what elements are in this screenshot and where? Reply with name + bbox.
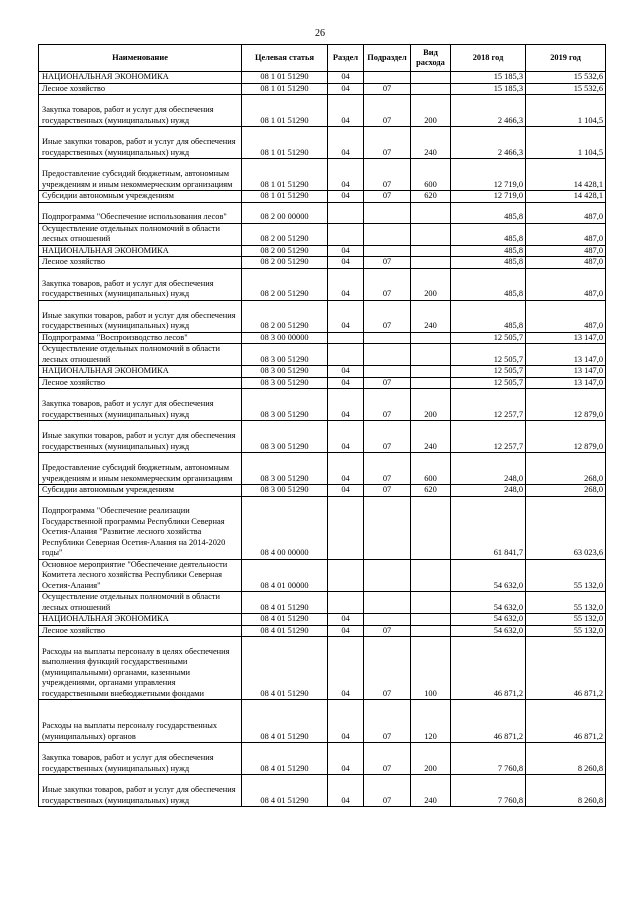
row-article: 08 2 00 51290 (242, 268, 328, 300)
row-2019: 13 147,0 (526, 366, 606, 378)
row-2018: 12 505,7 (451, 377, 526, 389)
row-article: 08 2 00 00000 (242, 202, 328, 223)
row-article: 08 2 00 51290 (242, 245, 328, 257)
row-section (328, 559, 364, 592)
row-name: Предоставление субсидий бюджетным, автономным учреждениям и иным некоммерческим организациям (39, 453, 242, 485)
row-name: Иные закупки товаров, работ и услуг для обеспечения государственных (муниципальных) нужд (39, 300, 242, 332)
row-2018: 485,8 (451, 268, 526, 300)
row-2018: 485,8 (451, 202, 526, 223)
row-section (328, 202, 364, 223)
row-section: 04 (328, 268, 364, 300)
page-number: 26 (315, 28, 325, 39)
row-section (328, 223, 364, 245)
row-2019: 63 023,6 (526, 496, 606, 559)
table-row (39, 377, 606, 389)
row-2018: 248,0 (451, 453, 526, 485)
row-section: 04 (328, 775, 364, 807)
row-2018: 12 719,0 (451, 159, 526, 191)
row-name: Предоставление субсидий бюджетным, автономным учреждениям и иным некоммерческим организациям (39, 159, 242, 191)
header-section: Раздел (328, 45, 364, 72)
row-subsection (364, 559, 411, 592)
row-section: 04 (328, 453, 364, 485)
table-row (39, 421, 606, 453)
table-row (39, 775, 606, 807)
row-section: 04 (328, 83, 364, 95)
row-article: 08 1 01 51290 (242, 83, 328, 95)
row-2019: 12 879,0 (526, 421, 606, 453)
row-article: 08 4 01 51290 (242, 700, 328, 743)
row-section (328, 344, 364, 366)
row-subsection (364, 72, 411, 84)
row-2018: 15 185,3 (451, 83, 526, 95)
row-article: 08 1 01 51290 (242, 127, 328, 159)
row-2018: 54 632,0 (451, 614, 526, 626)
row-2018: 485,8 (451, 257, 526, 269)
row-name: НАЦИОНАЛЬНАЯ ЭКОНОМИКА (39, 614, 242, 626)
row-section (328, 496, 364, 559)
header-name: Наименование (39, 45, 242, 72)
row-2019: 46 871,2 (526, 700, 606, 743)
row-section (328, 332, 364, 344)
row-2019: 15 532,6 (526, 72, 606, 84)
row-2019: 268,0 (526, 485, 606, 497)
row-article: 08 4 01 51290 (242, 637, 328, 700)
row-subsection: 07 (364, 637, 411, 700)
row-subsection (364, 245, 411, 257)
row-expense-type (411, 245, 451, 257)
header-row (39, 45, 606, 72)
row-subsection: 07 (364, 700, 411, 743)
row-section: 04 (328, 700, 364, 743)
row-article: 08 4 01 51290 (242, 592, 328, 614)
row-name: Расходы на выплаты персоналу в целях обеспечения выполнения функций государственными (муниципальными) органами, казенными учреждениями, органами управления государственными внебюджетными фондами (39, 637, 242, 700)
row-2018: 485,8 (451, 245, 526, 257)
table-row (39, 366, 606, 378)
row-section: 04 (328, 421, 364, 453)
row-expense-type: 240 (411, 775, 451, 807)
row-subsection (364, 202, 411, 223)
row-subsection: 07 (364, 159, 411, 191)
row-name: Закупка товаров, работ и услуг для обеспечения государственных (муниципальных) нужд (39, 268, 242, 300)
row-subsection: 07 (364, 485, 411, 497)
table-row (39, 700, 606, 743)
table-row (39, 245, 606, 257)
row-expense-type: 120 (411, 700, 451, 743)
table-row (39, 191, 606, 203)
row-subsection (364, 223, 411, 245)
row-expense-type: 200 (411, 268, 451, 300)
row-section: 04 (328, 191, 364, 203)
row-name: Иные закупки товаров, работ и услуг для обеспечения государственных (муниципальных) нужд (39, 127, 242, 159)
row-expense-type (411, 72, 451, 84)
table-row (39, 559, 606, 592)
row-subsection: 07 (364, 127, 411, 159)
row-section: 04 (328, 300, 364, 332)
row-subsection (364, 366, 411, 378)
row-2018: 54 632,0 (451, 592, 526, 614)
row-2019: 13 147,0 (526, 344, 606, 366)
row-2019: 1 104,5 (526, 127, 606, 159)
row-section: 04 (328, 389, 364, 421)
row-name: Лесное хозяйство (39, 377, 242, 389)
row-article: 08 1 01 51290 (242, 72, 328, 84)
row-article: 08 3 00 51290 (242, 377, 328, 389)
row-article: 08 3 00 51290 (242, 453, 328, 485)
row-2018: 12 505,7 (451, 366, 526, 378)
row-expense-type (411, 592, 451, 614)
row-2019: 1 104,5 (526, 95, 606, 127)
row-article: 08 4 01 51290 (242, 775, 328, 807)
row-section: 04 (328, 637, 364, 700)
row-2018: 15 185,3 (451, 72, 526, 84)
row-name: Основное мероприятие "Обеспечение деятельности Комитета лесного хозяйства Республики Северная Осетия-Алания" (39, 559, 242, 592)
row-article: 08 4 00 00000 (242, 496, 328, 559)
row-article: 08 1 01 51290 (242, 191, 328, 203)
header-subsection: Подраздел (364, 45, 411, 72)
table-row (39, 268, 606, 300)
row-subsection: 07 (364, 775, 411, 807)
row-section: 04 (328, 257, 364, 269)
row-name: Закупка товаров, работ и услуг для обеспечения государственных (муниципальных) нужд (39, 743, 242, 775)
row-expense-type (411, 202, 451, 223)
table-row (39, 202, 606, 223)
table-row (39, 743, 606, 775)
table-row (39, 614, 606, 626)
row-subsection: 07 (364, 83, 411, 95)
row-2019: 55 132,0 (526, 614, 606, 626)
row-expense-type: 240 (411, 300, 451, 332)
row-2019: 487,0 (526, 268, 606, 300)
row-subsection: 07 (364, 95, 411, 127)
row-2018: 61 841,7 (451, 496, 526, 559)
row-name: Расходы на выплаты персоналу государственных (муниципальных) органов (39, 700, 242, 743)
row-2019: 55 132,0 (526, 592, 606, 614)
row-expense-type: 620 (411, 485, 451, 497)
row-article: 08 3 00 51290 (242, 421, 328, 453)
table-row (39, 127, 606, 159)
row-2018: 2 466,3 (451, 95, 526, 127)
row-section: 04 (328, 377, 364, 389)
row-2018: 12 505,7 (451, 332, 526, 344)
row-expense-type (411, 496, 451, 559)
row-name: Субсидии автономным учреждениям (39, 485, 242, 497)
row-name: Подпрограмма "Обеспечение реализации Государственной программы Республики Северная Осетия-Алания "Развитие лесного хозяйства Республики Северная Осетия-Алания на 2014-2020 годы" (39, 496, 242, 559)
row-article: 08 3 00 51290 (242, 389, 328, 421)
table-row (39, 159, 606, 191)
row-section: 04 (328, 743, 364, 775)
row-expense-type (411, 625, 451, 637)
row-2019: 487,0 (526, 300, 606, 332)
row-expense-type: 600 (411, 453, 451, 485)
row-article: 08 1 01 51290 (242, 95, 328, 127)
row-expense-type: 240 (411, 127, 451, 159)
row-subsection: 07 (364, 453, 411, 485)
row-expense-type (411, 83, 451, 95)
row-name: Осуществление отдельных полномочий в области лесных отношений (39, 223, 242, 245)
row-subsection (364, 592, 411, 614)
row-2018: 54 632,0 (451, 559, 526, 592)
table-body (39, 72, 606, 807)
row-name: Иные закупки товаров, работ и услуг для обеспечения государственных (муниципальных) нужд (39, 775, 242, 807)
table-row (39, 496, 606, 559)
budget-table (38, 44, 606, 807)
row-expense-type (411, 257, 451, 269)
row-subsection: 07 (364, 377, 411, 389)
row-article: 08 4 01 00000 (242, 559, 328, 592)
row-expense-type (411, 366, 451, 378)
row-2018: 7 760,8 (451, 775, 526, 807)
table-row (39, 389, 606, 421)
table-row (39, 223, 606, 245)
row-2019: 8 260,8 (526, 743, 606, 775)
row-2018: 12 505,7 (451, 344, 526, 366)
row-article: 08 2 00 51290 (242, 257, 328, 269)
row-2018: 46 871,2 (451, 700, 526, 743)
row-expense-type (411, 223, 451, 245)
row-2019: 487,0 (526, 223, 606, 245)
row-section: 04 (328, 366, 364, 378)
row-subsection (364, 614, 411, 626)
row-article: 08 4 01 51290 (242, 614, 328, 626)
header-article: Целевая статья (242, 45, 328, 72)
table-row (39, 300, 606, 332)
row-name: Осуществление отдельных полномочий в области лесных отношений (39, 592, 242, 614)
row-expense-type: 200 (411, 95, 451, 127)
row-subsection: 07 (364, 743, 411, 775)
row-expense-type (411, 377, 451, 389)
row-article: 08 3 00 51290 (242, 344, 328, 366)
row-name: Закупка товаров, работ и услуг для обеспечения государственных (муниципальных) нужд (39, 95, 242, 127)
row-2019: 12 879,0 (526, 389, 606, 421)
row-2019: 13 147,0 (526, 332, 606, 344)
table-row (39, 485, 606, 497)
row-section: 04 (328, 95, 364, 127)
row-article: 08 2 00 51290 (242, 300, 328, 332)
row-article: 08 1 01 51290 (242, 159, 328, 191)
row-expense-type: 600 (411, 159, 451, 191)
table-row (39, 95, 606, 127)
header-2019: 2019 год (526, 45, 606, 72)
row-article: 08 3 00 51290 (242, 485, 328, 497)
row-expense-type (411, 344, 451, 366)
table-row (39, 83, 606, 95)
row-name: Субсидии автономным учреждениям (39, 191, 242, 203)
row-2018: 2 466,3 (451, 127, 526, 159)
table-row (39, 257, 606, 269)
row-name: Лесное хозяйство (39, 625, 242, 637)
row-subsection: 07 (364, 257, 411, 269)
row-section: 04 (328, 127, 364, 159)
row-2019: 487,0 (526, 257, 606, 269)
row-section: 04 (328, 625, 364, 637)
row-subsection: 07 (364, 389, 411, 421)
row-2019: 487,0 (526, 202, 606, 223)
row-subsection: 07 (364, 421, 411, 453)
row-2018: 485,8 (451, 223, 526, 245)
row-2018: 248,0 (451, 485, 526, 497)
row-section: 04 (328, 245, 364, 257)
row-expense-type (411, 559, 451, 592)
row-2018: 46 871,2 (451, 637, 526, 700)
row-article: 08 2 00 51290 (242, 223, 328, 245)
row-2018: 7 760,8 (451, 743, 526, 775)
row-expense-type: 200 (411, 743, 451, 775)
row-2019: 55 132,0 (526, 625, 606, 637)
row-expense-type (411, 332, 451, 344)
table-row (39, 72, 606, 84)
row-expense-type: 240 (411, 421, 451, 453)
row-name: Подпрограмма "Воспроизводство лесов" (39, 332, 242, 344)
table-row (39, 637, 606, 700)
table-row (39, 592, 606, 614)
table-row (39, 453, 606, 485)
row-article: 08 4 01 51290 (242, 743, 328, 775)
row-2018: 12 719,0 (451, 191, 526, 203)
row-expense-type: 200 (411, 389, 451, 421)
row-subsection: 07 (364, 268, 411, 300)
row-2018: 12 257,7 (451, 421, 526, 453)
row-2019: 8 260,8 (526, 775, 606, 807)
row-2019: 268,0 (526, 453, 606, 485)
row-2018: 485,8 (451, 300, 526, 332)
row-article: 08 3 00 51290 (242, 366, 328, 378)
row-subsection: 07 (364, 191, 411, 203)
row-section: 04 (328, 159, 364, 191)
row-name: Иные закупки товаров, работ и услуг для обеспечения государственных (муниципальных) нужд (39, 421, 242, 453)
row-section (328, 592, 364, 614)
row-subsection (364, 332, 411, 344)
row-2018: 54 632,0 (451, 625, 526, 637)
row-2018: 12 257,7 (451, 389, 526, 421)
row-subsection (364, 496, 411, 559)
header-2018: 2018 год (451, 45, 526, 72)
table-row (39, 344, 606, 366)
table-row (39, 625, 606, 637)
row-name: Лесное хозяйство (39, 83, 242, 95)
row-2019: 13 147,0 (526, 377, 606, 389)
row-2019: 55 132,0 (526, 559, 606, 592)
row-name: Закупка товаров, работ и услуг для обеспечения государственных (муниципальных) нужд (39, 389, 242, 421)
row-2019: 14 428,1 (526, 159, 606, 191)
row-name: НАЦИОНАЛЬНАЯ ЭКОНОМИКА (39, 72, 242, 84)
row-section: 04 (328, 614, 364, 626)
row-article: 08 3 00 00000 (242, 332, 328, 344)
row-section: 04 (328, 485, 364, 497)
row-name: Подпрограмма "Обеспечение использования лесов" (39, 202, 242, 223)
table-row (39, 332, 606, 344)
row-name: НАЦИОНАЛЬНАЯ ЭКОНОМИКА (39, 245, 242, 257)
row-expense-type: 100 (411, 637, 451, 700)
row-2019: 14 428,1 (526, 191, 606, 203)
row-expense-type: 620 (411, 191, 451, 203)
row-2019: 15 532,6 (526, 83, 606, 95)
row-subsection (364, 344, 411, 366)
row-2019: 46 871,2 (526, 637, 606, 700)
row-article: 08 4 01 51290 (242, 625, 328, 637)
row-name: Осуществление отдельных полномочий в области лесных отношений (39, 344, 242, 366)
row-2019: 487,0 (526, 245, 606, 257)
header-expense-type: Вид расхода (411, 45, 451, 72)
row-name: Лесное хозяйство (39, 257, 242, 269)
row-name: НАЦИОНАЛЬНАЯ ЭКОНОМИКА (39, 366, 242, 378)
row-section: 04 (328, 72, 364, 84)
row-expense-type (411, 614, 451, 626)
row-subsection: 07 (364, 300, 411, 332)
row-subsection: 07 (364, 625, 411, 637)
